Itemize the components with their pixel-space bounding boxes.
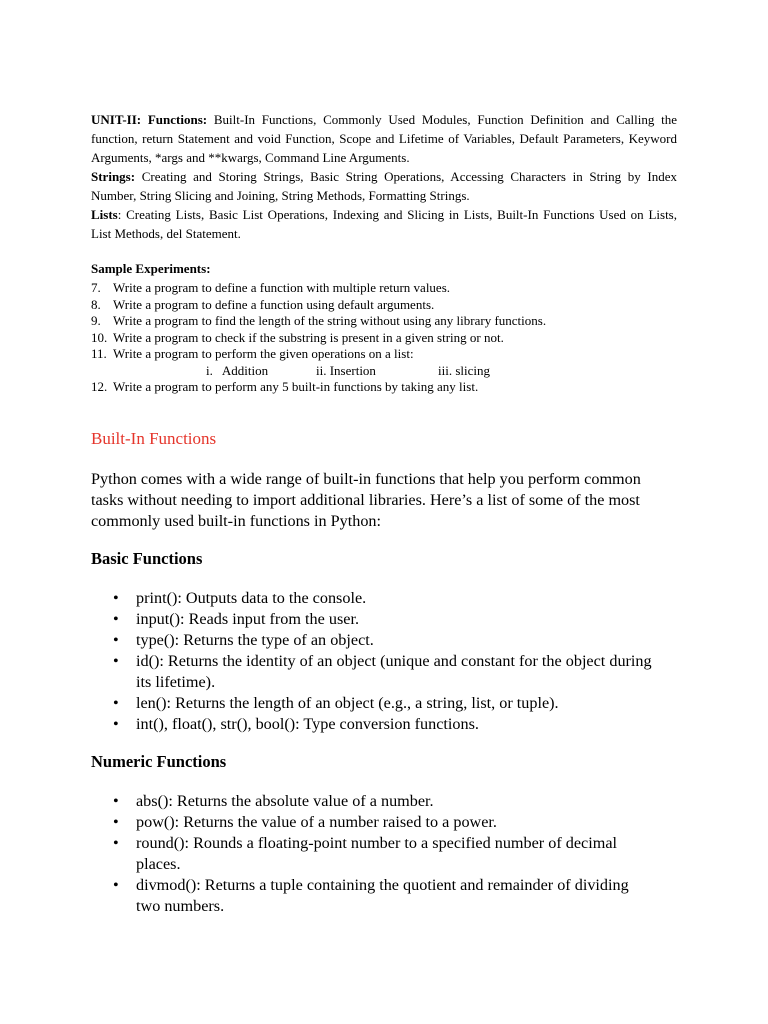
experiment-item xyxy=(91,379,677,396)
bullet-icon: • xyxy=(113,589,119,607)
operation-insertion: ii. Insertion xyxy=(316,362,376,378)
list-item-text: id(): Returns the identity of an object (unique and constant for the object during its lifetime). xyxy=(136,652,652,691)
experiment-text: Write a program to find the length of the string without using any library functions. xyxy=(113,313,547,328)
builtin-functions-title: Built-In Functions xyxy=(91,429,217,448)
bullet-icon: • xyxy=(113,610,119,628)
sample-experiments-heading: Sample Experiments: xyxy=(91,261,211,276)
experiment-text: Write a program to define a function using default arguments. xyxy=(113,296,435,312)
list-item-text: round(): Rounds a floating-point number to a specified number of decimal places. xyxy=(136,834,618,873)
strings-topics: Creating and Storing Strings, Basic String Operations, Accessing Characters in String by Index Number, String Slicing and Joining, String Methods, Formatting Strings. xyxy=(91,169,677,203)
list-item-text: print(): Outputs data to the console. xyxy=(136,589,367,607)
experiment-number: 12. xyxy=(91,379,108,394)
basic-functions-heading: Basic Functions xyxy=(91,549,203,568)
list-item xyxy=(91,609,656,630)
operation-slicing: iii. slicing xyxy=(438,362,490,378)
experiment-number: 9. xyxy=(91,313,101,328)
functions-label: Functions: xyxy=(147,112,208,127)
list-item-text: type(): Returns the type of an object. xyxy=(136,631,374,649)
bullet-icon: • xyxy=(113,715,119,733)
experiment-number: 8. xyxy=(91,296,101,312)
experiment-item xyxy=(91,330,677,347)
list-item xyxy=(91,833,656,875)
experiment-item xyxy=(91,297,677,314)
experiment-item xyxy=(91,313,677,330)
bullet-icon: • xyxy=(113,813,119,831)
list-item xyxy=(91,714,656,735)
experiment-number: 10. xyxy=(91,329,108,345)
unit-syllabus xyxy=(91,110,677,243)
functions-topics: Built-In Functions, Commonly Used Modules, Function Definition and Calling the function, return Statement and void Function, Scope and Lifetime of Variables, Default Parameters, Keyword Arguments, *args and **kwargs, Command Line Arguments. xyxy=(91,112,677,165)
bullet-icon: • xyxy=(113,834,119,852)
list-item-text: abs(): Returns the absolute value of a number. xyxy=(136,792,434,810)
list-item xyxy=(91,812,656,833)
functions-paragraph xyxy=(91,110,677,167)
bullet-icon: • xyxy=(113,631,119,649)
list-operations xyxy=(91,363,677,380)
lists-paragraph xyxy=(91,205,677,243)
list-item xyxy=(91,588,656,609)
experiment-number: 11. xyxy=(91,346,107,361)
list-item-text: divmod(): Returns a tuple containing the quotient and remainder of dividing two numbers. xyxy=(136,876,629,915)
list-item xyxy=(91,875,656,917)
strings-label: Strings: xyxy=(91,169,136,184)
experiment-text: Write a program to perform the given operations on a list: xyxy=(113,346,414,361)
experiment-item xyxy=(91,346,677,363)
list-item-text: len(): Returns the length of an object (e.g., a string, list, or tuple). xyxy=(136,694,559,712)
experiment-text: Write a program to check if the substring is present in a given string or not. xyxy=(113,329,504,345)
list-item-text: int(), float(), str(), bool(): Type conversion functions. xyxy=(136,715,479,733)
numeric-functions-heading: Numeric Functions xyxy=(91,752,227,771)
experiment-text: Write a program to define a function with multiple return values. xyxy=(113,280,451,295)
bullet-icon: • xyxy=(113,694,119,712)
list-item-text: input(): Reads input from the user. xyxy=(136,610,359,628)
unit-label: UNIT-II: xyxy=(91,112,142,127)
basic-functions-list xyxy=(91,588,677,735)
bullet-icon: • xyxy=(113,876,119,894)
bullet-icon: • xyxy=(113,792,119,810)
lists-label: Lists xyxy=(91,207,118,222)
list-item xyxy=(91,693,656,714)
experiment-text: Write a program to perform any 5 built-in functions by taking any list. xyxy=(113,379,479,394)
strings-paragraph xyxy=(91,167,677,205)
bullet-icon: • xyxy=(113,652,119,670)
experiment-number: 7. xyxy=(91,280,101,295)
experiment-item xyxy=(91,280,677,297)
list-item xyxy=(91,630,656,651)
list-item-text: pow(): Returns the value of a number raised to a power. xyxy=(136,813,497,831)
lists-topics: : Creating Lists, Basic List Operations, Indexing and Slicing in Lists, Built-In Functions Used on Lists, List Methods, del Statement. xyxy=(91,207,677,241)
operation-addition: i. Addition xyxy=(206,362,269,378)
list-item xyxy=(91,651,656,693)
intro-paragraph: Python comes with a wide range of built-in functions that help you perform common tasks without needing to import additional libraries. Here’s a list of some of the most commonly used built-in functions in Python: xyxy=(91,470,641,530)
experiment-list xyxy=(91,280,677,396)
list-item xyxy=(91,791,656,812)
numeric-functions-list xyxy=(91,791,677,917)
